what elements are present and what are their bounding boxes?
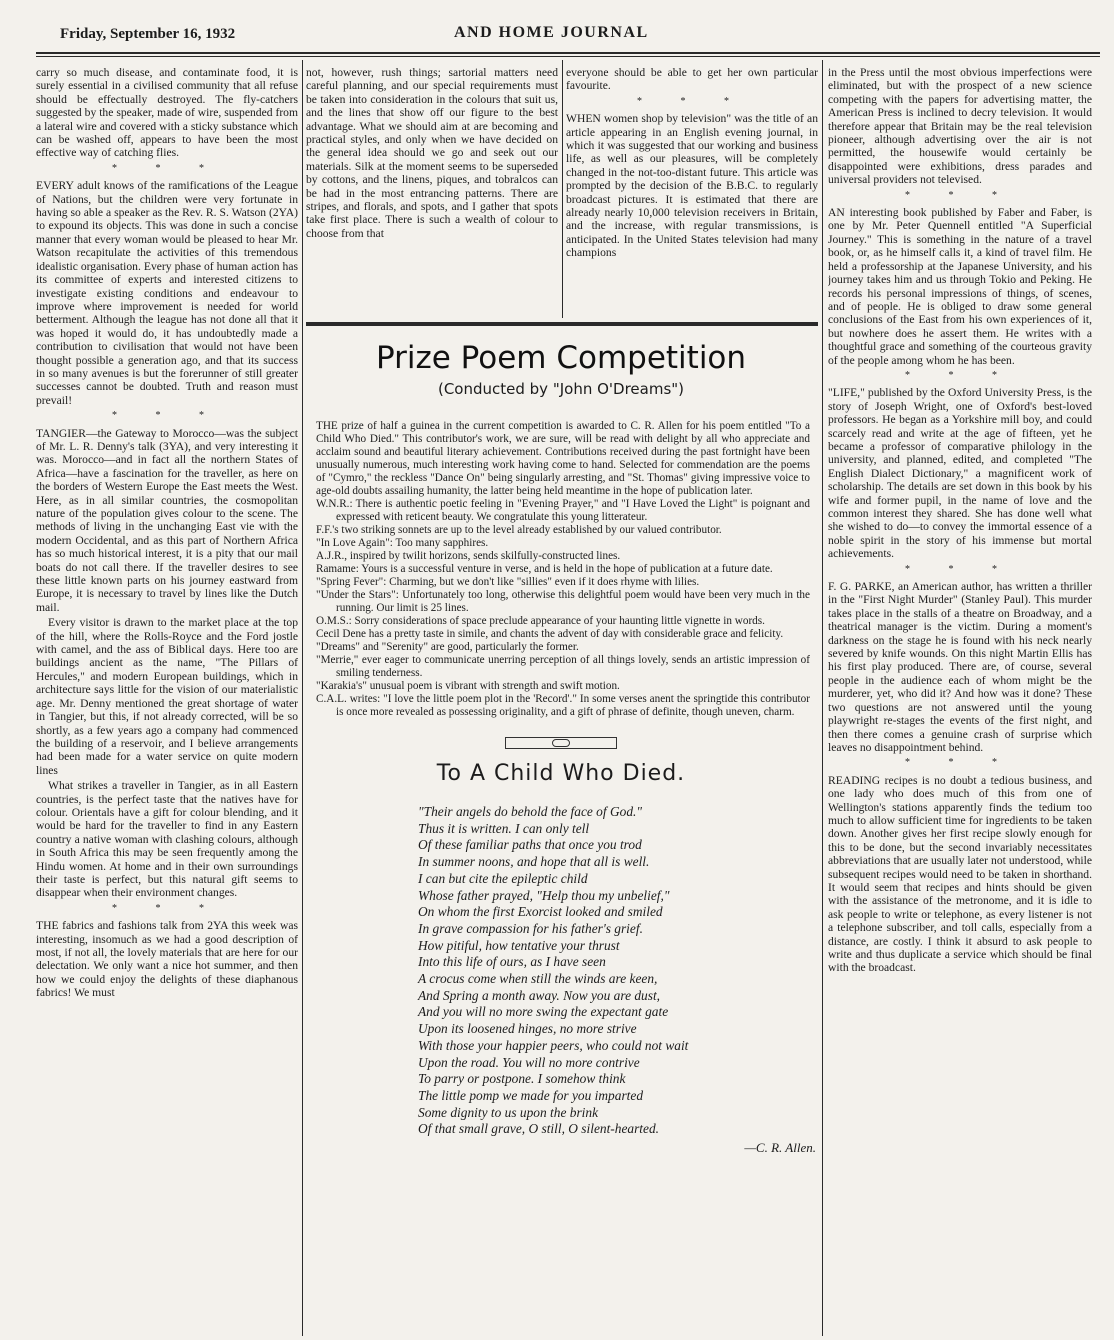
poem-line: Thus it is written. I can only tell xyxy=(418,820,590,836)
masthead-rule-thin xyxy=(36,56,1100,57)
competition-note: Ramame: Yours is a successful venture in verse, and is held in the hope of publication at a future date. xyxy=(316,563,773,575)
poem-line: To parry or postpone. I somehow think xyxy=(418,1071,626,1087)
article-paragraph: in the Press until the most obvious imperfections were eliminated, but with the prospect of a new science competing with the papers for advertising matter, the American Press is inclined to decry television. It would therefore appear that Britain may be the real television pioneer, although advertising over the air is not permitted, the housewife would certainly be disappointed were exhibitions, dress parades and universal providers not televised. xyxy=(828,66,1092,187)
section-separator: * * * xyxy=(905,757,1015,769)
competition-note: "In Love Again": Too many sapphires. xyxy=(316,537,489,549)
poem-line: In grave compassion for his father's grief. xyxy=(418,920,643,936)
competition-notes xyxy=(316,498,810,719)
article-paragraph: Every visitor is drawn to the market place at the top of the hill, where the Rolls-Royce and the Ford jostle with camel, and the ass of Biblical days. Here too are buildings ancient as the name, "The Pillars of Hercules," and modern European buildings, which in architecture says little for the vision of our materialistic age. Mr. Denny mentioned the great shortage of water in Tangier, but this, if not already corrected, will be so shortly, as a few years ago a company had commenced the building of a reservoir, and I believe arrangements had been made for a water service on quite modern lines xyxy=(36,616,298,777)
poem-line: Upon the road. You will no more contrive xyxy=(418,1054,640,1070)
article-recipes: READING recipes is no doubt a tedious business, and one lady who does much of this from one of Wellington's stations apparently finds the tedium too much to allow sufficient time for ingredients to be taken down. Another gives her first recipe slowly enough for this to be done, but the second invariably necessitates abbreviations that are usually later not understood, while subsequent recipes would need to be taken in shorthand. It would seem that recipes and hints should be given with the assistance of the metronome, and it is idle to ask people to write or telephone, as every listener is not a telephone subscriber, and toll calls, especially from a distance, are costly. I think it absurd to ask people to write and thus duplicate a service which should be final with the broadcast. xyxy=(828,773,1092,975)
article-first-night-murder: F. G. PARKE, an American author, has written a thriller in the "First Night Murder" (Stanley Paul). This murder takes place in the stalls of a theatre on Broadway, and a theatrical manager is the victim. During a moment's darkness on the stage he is found with his neck nearly severed by knife wounds. On this night Martin Ellis has his first play produced. There are, of course, several people in the audience each of whom might be the murderer, yet, who did it? And how was it done? These two questions are not answered until the young playwright re-stages the events of the first night, and then there comes a genuine crash of surprise which leaves no disappointment behind. xyxy=(828,580,1092,754)
article-superficial-journey: AN interesting book published by Faber and Faber, is one by Mr. Peter Quennell entitled "A Superficial Journey." This is something in the nature of a travel book, or, as he himself calls it, a kind of travel film. He held a professorship at the Japanese University, and his journey takes him and us through Tokio and Peking. He records his personal impressions of things, of scenes, and of people. He is obliged to draw some general conclusions of the East from his own experiences of it, but nowhere does he assert them. He writes with a thoughtful grace and something of the courteous gravity of the people among whom he has been. xyxy=(828,206,1092,367)
competition-subheading: (Conducted by "John O'Dreams") xyxy=(437,380,685,398)
column-4 xyxy=(828,66,1092,1336)
column-3 xyxy=(566,66,818,316)
section-separator: * * * xyxy=(905,369,1015,381)
column-rule xyxy=(562,60,563,318)
poem-line: On whom the first Exorcist looked and smiled xyxy=(418,904,663,920)
article-paragraph: not, however, rush things; sartorial matters need careful planning, and our special requirements must be taken into consideration in the colours that suit us, and the lines that show off our figure to the best advantage. What we should aim at are becoming and practical styles, and only when we have decided on the general idea should we go and seek out our materials. Silk at the moment seems to be superseded by cottons, and the linens, piques, and tobralcos can be had in the most entrancing patterns. There are stripes, and florals, and spots, and I gather that spots take first place. There is such a wealth of colour to choose from that xyxy=(306,66,558,240)
poem-line: And Spring a month away. Now you are dust, xyxy=(418,987,661,1003)
article-tangier: TANGIER—the Gateway to Morocco—was the subject of Mr. L. R. Denny's talk (3YA), and very interesting it was. Morocco—and in fact all the northern States of Africa—have a fascination for the traveller, as here on the borders of Western Europe the East meets the West. Here, as in all similar countries, the cosmopolitan nature of the population gives colour to the scene. The methods of living in the unchanging East vie with the modern Occidental, and as this part of Northern Africa has so much historical interest, it is a pity that our mail boats do not call there. If the traveller desires to see these little known parts on his journey eastward from Europe, it is necessary to travel by lines like the Dutch mail. xyxy=(36,426,298,614)
poem-line: Into this life of ours, as I have seen xyxy=(418,954,606,970)
competition-note: A.J.R., inspired by twilit horizons, sends skilfully-constructed lines. xyxy=(316,550,621,562)
competition-left-rule xyxy=(302,60,303,1336)
poem-line: Some dignity to us upon the brink xyxy=(418,1104,599,1120)
competition-note: "Under the Stars": Unfortunately too long, otherwise this delightful poem would have been very much in the running. Our limit is 25 lines. xyxy=(316,589,810,614)
poem-line: I can but cite the epileptic child xyxy=(418,870,588,886)
column-1 xyxy=(36,66,298,1336)
poem-line: With those your happier peers, who could not wait xyxy=(418,1037,689,1053)
section-separator: * * * xyxy=(905,563,1015,575)
section-separator: * * * xyxy=(905,189,1015,201)
section-separator: * * * xyxy=(112,162,222,174)
competition-note: C.A.L. writes: "I love the little poem plot in the 'Record'." In some verses anent the springtide this contributor is once more revealed as possessing originality, and a gift of phrase of definite, though uneven, charm. xyxy=(316,693,810,718)
poem-line: A crocus come when still the winds are keen, xyxy=(418,971,658,987)
page-date: Friday, September 16, 1932 xyxy=(60,26,236,42)
masthead xyxy=(36,22,1100,54)
competition-note: Cecil Dene has a pretty taste in simile, and chants the advent of day with considerable grace and felicity. xyxy=(316,628,784,640)
competition-note: "Dreams" and "Serenity" are good, particularly the former. xyxy=(316,641,579,653)
poem-line: Of these familiar paths that once you trod xyxy=(418,837,642,853)
poem-signature: —C. R. Allen. xyxy=(744,1140,816,1156)
article-paragraph: carry so much disease, and contaminate food, it is surely essential in a civilised community that all refuse should be effectually destroyed. The fly-catchers suggested by the speaker, made of wire, suspended from a lateral wire and covered with a sticky substance which can be washed off, appears to have been the most effective way of catching flies. xyxy=(36,66,298,160)
ornament-divider xyxy=(505,737,617,749)
competition-text xyxy=(306,420,816,719)
poem-body xyxy=(306,804,816,1138)
article-paragraph: everyone should be able to get her own particular favourite. xyxy=(566,66,818,93)
section-separator: * * * xyxy=(637,95,747,107)
poem-title: To A Child Who Died. xyxy=(436,761,686,786)
competition-note: "Karakia's" unusual poem is vibrant with strength and swift motion. xyxy=(316,680,620,692)
section-separator: * * * xyxy=(112,902,222,914)
column-2 xyxy=(306,66,558,316)
competition-heading: Prize Poem Competition xyxy=(375,340,747,376)
article-life: "LIFE," published by the Oxford University Press, is the story of Joseph Wright, one of Oxford's best-loved professors. He began as a Yorkshire mill boy, and could scarcely read and write at the age of fifteen, yet he became a professor of comparative philology in the university, and planned, edited, and completed "The English Dialect Dictionary," a magnificent work of scholarship. The details are set down in this book by his wife and former pupil, in the name of love and the common interest they shared. She has done well what she wished to do—to convey the immortal essence of a noble spirit in the story of his immense but mortal achievements. xyxy=(828,386,1092,561)
article-fabrics: THE fabrics and fashions talk from 2YA this week was interesting, insomuch as we had a good description of most, if not all, the lovely materials that are here for our delectation. We only want a nice hot summer, and then how we could enjoy the delights of these diaphanous fabrics! We must xyxy=(36,919,298,1000)
competition-note: F.F.'s two striking sonnets are up to the level already established by our valued contributor. xyxy=(316,524,722,536)
journal-title: AND HOME JOURNAL xyxy=(454,24,649,41)
article-television: WHEN women shop by television" was the title of an article appearing in an English evening journal, in which it was suggested that our working and business life, as well as our pleasures, will be completely changed in the not-too-distant future. This article was prompted by the decision of the B.B.C. to regularly broadcast pictures. It is estimated that there are already nearly 10,000 television receivers in Britain, and the increase, with regular transmissions, is anticipated. In the United States television had many champions xyxy=(566,112,818,260)
competition-note: "Merrie," ever eager to communicate unerring perception of all things lovely, sends an artistic impression of smiling tenderness. xyxy=(316,654,810,679)
competition-note: W.N.R.: There is authentic poetic feeling in "Evening Prayer," and "I Have Loved the Light" is poignant and expressed with reticent beauty. We congratulate this young litterateur. xyxy=(316,498,810,523)
section-separator: * * * xyxy=(112,410,222,422)
competition-right-rule xyxy=(822,60,823,1336)
poem-line: Of that small grave, O still, O silent-hearted. xyxy=(418,1121,660,1137)
competition-intro: THE prize of half a guinea in the current competition is awarded to C. R. Allen for his poem entitled "To a Child Who Died." This contributor's work, we are sure, will be read with delight by all who appreciate and acclaim sound and beautiful literary achievement. Contributions received during the past fortnight have been unusually numerous, much interesting work having come to hand. Selected for commendation are the poems of "Cymro," the reckless "Dance On" being singularly arresting, and "St. Thomas" giving impressive voice to age-old doubts assailing humanity, the latter being held meantime in the hope of publication later. xyxy=(316,420,810,497)
article-league-of-nations: EVERY adult knows of the ramifications of the League of Nations, but the children were very fortunate in having so able a speaker as the Rev. R. S. Watson (2YA) to expound its objects. This was done in such a concise manner that every woman would be pleased to hear Mr. Watson recapitulate the activities of this tremendous idealistic organisation. Every phase of human action has its committee of experts and interested citizens to investigate existing conditions and endeavour to improve where improvement is needed for world betterment. Although the league has not done all that it was hoped it would do, it has undoubtedly made a contribution to civilisation that would not have been thought possible a generation ago, and that its success in so many avenues is but the forerunner of still greater successes cannot be doubted. Truth and reason must prevail! xyxy=(36,179,298,407)
poem-line: "Their angels do behold the face of God." xyxy=(418,804,642,819)
masthead-rule xyxy=(36,52,1100,54)
poem-line: The little pomp we made for you imparted xyxy=(418,1087,644,1103)
article-paragraph: What strikes a traveller in Tangier, as in all Eastern countries, is the perfect taste that the natives have for colour. Orientals have a gift for colour blending, and it would be hard for the traveller to find in any Eastern country a native woman with clashing colours, although in South Africa this may be seen frequently among the Hindu women. At home and in their own surroundings their taste is perfect, but this natural gift seems to disappear when their environment changes. xyxy=(36,779,298,900)
competition-note: "Spring Fever": Charming, but we don't like "sillies" even if it does rhyme with lilies. xyxy=(316,576,700,588)
poem-line: Upon its loosened hinges, no more strive xyxy=(418,1021,637,1037)
poem-line: How pitiful, how tentative your thrust xyxy=(418,937,620,953)
poem-line: Whose father prayed, "Help thou my unbelief," xyxy=(418,887,670,903)
poem-line: In summer noons, and hope that all is well. xyxy=(418,854,650,870)
prize-poem-competition xyxy=(306,326,816,1336)
poem-line: And you will no more swing the expectant gate xyxy=(418,1004,669,1020)
competition-note: O.M.S.: Sorry considerations of space preclude appearance of your haunting little vignette in words. xyxy=(316,615,765,627)
